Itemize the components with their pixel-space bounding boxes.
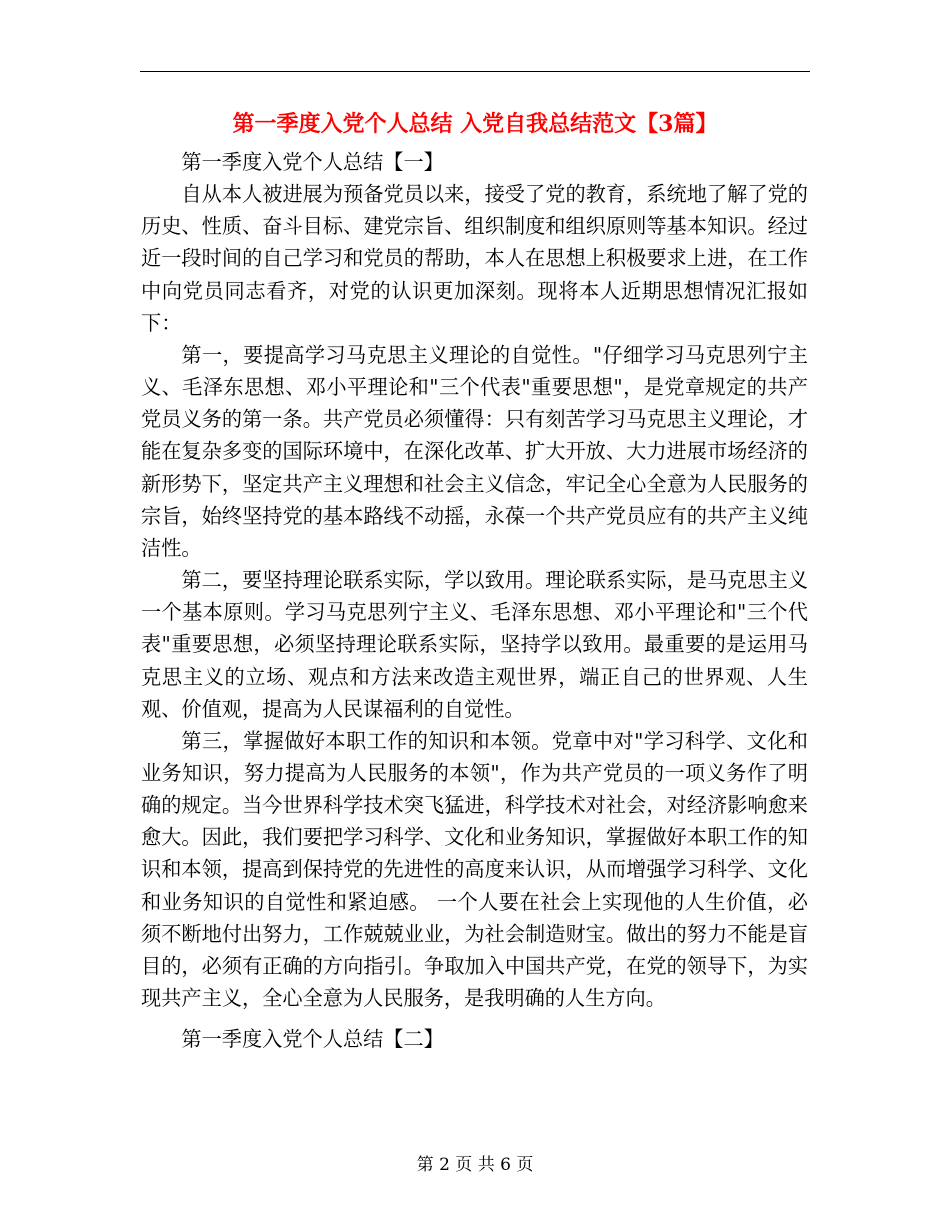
paragraph-point-3: 第三，掌握做好本职工作的知识和本领。党章中对"学习科学、文化和业务知识，努力提高为人民服务的本领"，作为共产党员的一项义务作了明确的规定。当今世界科学技术突飞猛进，科学技术对社会，对经济影响愈来愈大。因此，我们要把学习科学、文化和业务知识，掌握做好本职工作的知识和本领，提高到保持党的先进性的高度来认识，从而增强学习科学、文化和业务知识的自觉性和紧迫感。 一个人要在社会上实现他的人生价值，必须不断地付出努力，工作兢兢业业，为社会制造财宝。做出的努力不能是盲目的，必须有正确的方向指引。争取加入中国共产党，在党的领导下，为实现共产主义，全心全意为人民服务，是我明确的人生方向。 [141,728,808,1011]
paragraph-intro: 自从本人被进展为预备党员以来，接受了党的教育，系统地了解了党的历史、性质、奋斗目标、建党宗旨、组织制度和组织原则等基本知识。经过近一段时间的自己学习和党员的帮助，本人在思想上积极要求上进，在工作中向党员同志看齐，对党的认识更加深刻。现将本人近期思想情况汇报如下： [141,182,808,335]
section-heading-1: 第一季度入党个人总结【一】 [181,150,444,174]
section-heading-2: 第一季度入党个人总结【二】 [181,1027,444,1052]
paragraph-point-1: 第一，要提高学习马克思主义理论的自觉性。"仔细学习马克思列宁主义、毛泽东思想、邓小平理论和"三个代表"重要思想"，是党章规定的共产党员义务的第一条。共产党员必须懂得：只有刻苦学习马克思主义理论，才能在复杂多变的国际环境中，在深化改革、扩大开放、大力进展市场经济的新形势下，坚定共产主义理想和社会主义信念，牢记全心全意为人民服务的宗旨，始终坚持党的基本路线不动摇，永葆一个共产党员应有的共产主义纯洁性。 [141,342,808,560]
document-title: 第一季度入党个人总结 入党自我总结范文【3篇】 [232,111,718,137]
document-body [141,146,808,1055]
header-rule [140,71,810,72]
paragraph-point-2: 第二，要坚持理论联系实际，学以致用。理论联系实际，是马克思主义一个基本原则。学习马克思列宁主义、毛泽东思想、邓小平理论和"三个代表"重要思想，必须坚持理论联系实际，坚持学以致用。最重要的是运用马克思主义的立场、观点和方法来改造主观世界，端正自己的世界观、人生观、价值观，提高为人民谋福利的自觉性。 [141,568,808,721]
page-number-footer: 第 2 页 共 6 页 [416,1155,534,1175]
